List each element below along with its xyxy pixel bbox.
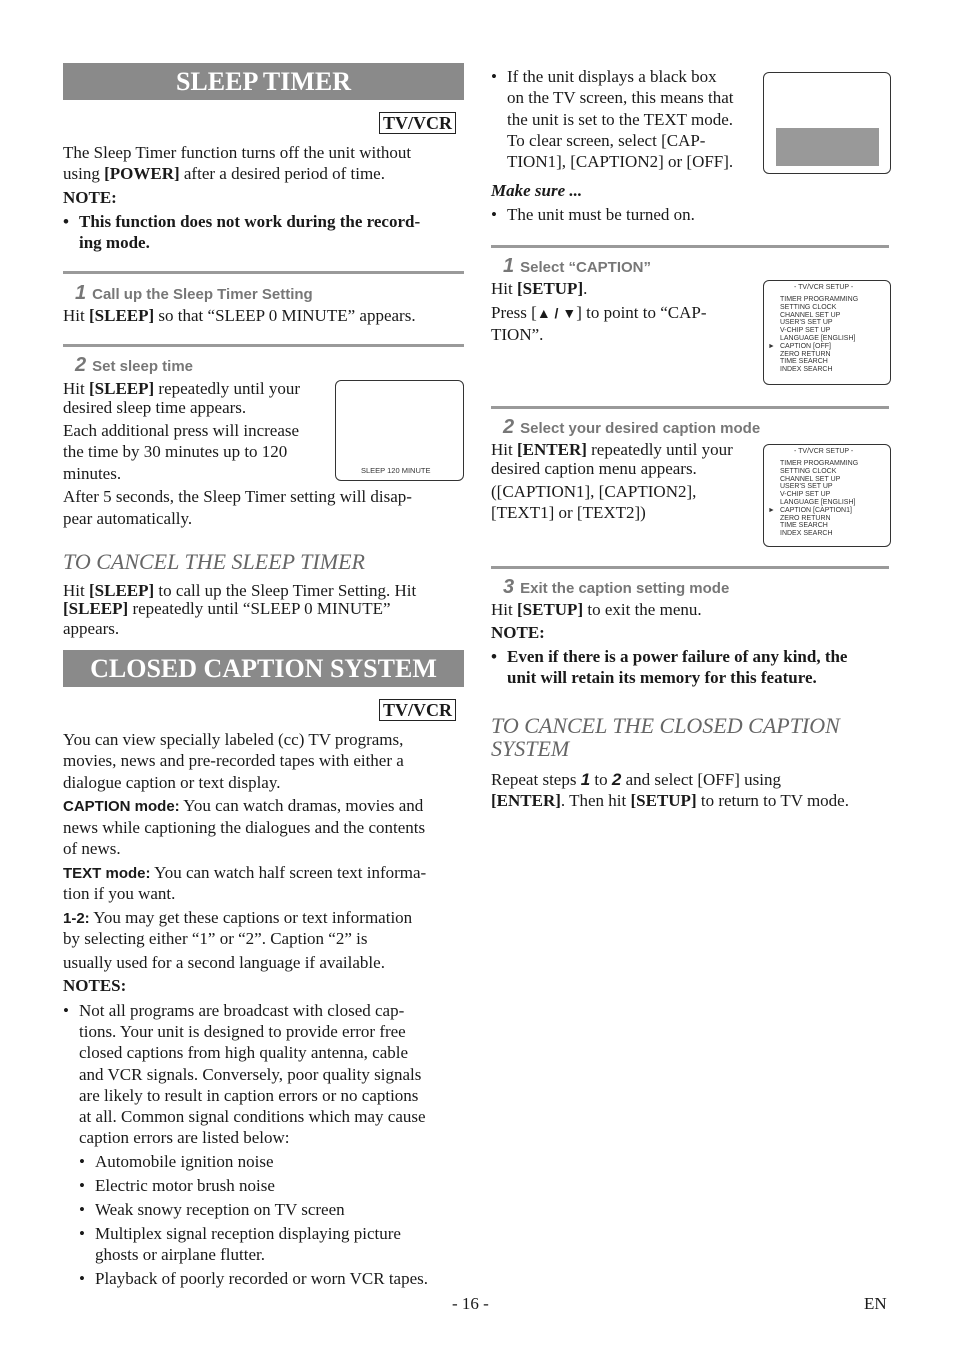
text: and select [OFF] using — [621, 770, 781, 789]
text: Press [ — [491, 303, 537, 322]
sub-bullet: • Playback of poorly recorded or worn VCR tapes. — [95, 1268, 428, 1289]
text: You can watch dramas, movies and — [179, 796, 424, 815]
onetwo-label: 1-2: — [63, 910, 90, 927]
text: to return to TV mode. — [696, 791, 849, 810]
caption-mode-line-1 — [63, 795, 423, 817]
sleep-key: [SLEEP] — [88, 581, 155, 600]
text-mode-line-2: tion if you want. — [63, 884, 176, 903]
text: repeatedly until your — [154, 379, 301, 398]
sleep-intro-1: The Sleep Timer function turns off the unit without — [63, 143, 412, 162]
menu-item: CAPTION [CAPTION1] — [780, 506, 852, 514]
text: using — [63, 164, 105, 183]
step-title: Select “CAPTION” — [520, 259, 651, 276]
sleep-key: [SLEEP] — [88, 306, 155, 325]
menu-item: USER'S SET UP — [780, 319, 833, 327]
menu-item: CHANNEL SET UP — [780, 311, 841, 319]
text-mode-line-1 — [63, 862, 426, 884]
menu-title: - TV/VCR SETUP - — [794, 284, 854, 291]
cc-intro-2: movies, news and pre-recorded tapes with either a — [63, 751, 404, 770]
right-step-2-line-4: [TEXT1] or [TEXT2]) — [491, 503, 646, 522]
text: Hit — [63, 306, 89, 325]
setup-menu-screen-1 — [763, 280, 891, 385]
menu-item: TIMER PROGRAMMING — [780, 460, 859, 467]
black-box-line: the unit is set to the TEXT mode. — [507, 110, 734, 129]
sub-bullet: • Automobile ignition noise — [95, 1151, 274, 1172]
step-title: Select your desired caption mode — [520, 420, 761, 437]
make-sure-item: • The unit must be turned on. — [507, 204, 695, 225]
step-1-heading — [75, 282, 313, 305]
cancel-cc-heading-2: SYSTEM — [491, 736, 570, 761]
notes-line: caption errors are listed below: — [79, 1128, 290, 1147]
menu-item: CAPTION [OFF] — [780, 342, 831, 350]
text: so that “SLEEP 0 MINUTE” appears. — [154, 306, 416, 325]
text: Hit — [491, 440, 517, 459]
right-step-2-heading — [503, 416, 760, 439]
text: to — [590, 770, 612, 789]
power-key: [POWER] — [104, 164, 180, 183]
step-number: 3 — [503, 576, 515, 598]
closed-caption-title: CLOSED CAPTION SYSTEM — [90, 654, 437, 683]
step-number: 1 — [503, 255, 515, 277]
right-step-1-line-3: TION”. — [491, 325, 544, 344]
caption-mode-line-3: of news. — [63, 839, 121, 858]
menu-item: ZERO RETURN — [780, 350, 831, 358]
right-step-2-line-3: ([CAPTION1], [CAPTION2], — [491, 482, 697, 501]
text: Hit — [63, 581, 89, 600]
text: Hit — [491, 600, 517, 619]
black-box-line: on the TV screen, this means that — [507, 88, 734, 107]
sleep-timer-title: SLEEP TIMER — [175, 67, 352, 96]
right-step-2-line-2: desired caption menu appears. — [491, 459, 697, 478]
text: You may get these captions or text information — [89, 908, 413, 927]
enter-key: [ENTER] — [491, 791, 561, 810]
sub-bullet: • Electric motor brush noise — [95, 1175, 275, 1196]
menu-item: USER'S SET UP — [780, 483, 833, 491]
divider — [63, 344, 464, 347]
notes-line: and VCR signals. Conversely, poor quality signals — [79, 1065, 422, 1084]
after-line-2: pear automatically. — [63, 509, 193, 528]
note-line-1: • This function does not work during the record- — [79, 211, 420, 232]
sleep-key: [SLEEP] — [88, 379, 155, 398]
step-2-line-4: the time by 30 minutes up to 120 — [63, 442, 288, 461]
sleep-key: [SLEEP] — [63, 599, 129, 618]
notes-line: tions. Your unit is designed to provide error free — [79, 1022, 406, 1041]
caption-mode-label: CAPTION mode: — [63, 798, 180, 815]
menu-item: ZERO RETURN — [780, 514, 831, 522]
tv-vcr-badge: TV/VCR — [379, 699, 456, 721]
black-box-line: TION1], [CAPTION2] or [OFF]. — [507, 152, 734, 171]
text: to exit the menu. — [583, 600, 702, 619]
cancel-sleep-heading: TO CANCEL THE SLEEP TIMER — [63, 549, 365, 574]
text: . Then hit — [560, 791, 631, 810]
closed-caption-banner — [63, 650, 464, 687]
step-1-text — [63, 305, 416, 326]
menu-item: INDEX SEARCH — [780, 530, 833, 538]
text: . — [583, 279, 588, 298]
right-note-line-2: unit will retain its memory for this feature. — [507, 668, 817, 687]
black-box-line: • If the unit displays a black box — [507, 66, 717, 87]
notes-label: NOTES: — [63, 976, 127, 995]
cc-intro-1: You can view specially labeled (cc) TV programs, — [63, 730, 404, 749]
menu-title: - TV/VCR SETUP - — [794, 448, 854, 455]
menu-item: SETTING CLOCK — [780, 303, 837, 311]
sub-bullet-cont: ghosts or airplane flutter. — [95, 1245, 265, 1264]
enter-key: [ENTER] — [516, 440, 587, 459]
tv-vcr-badge: TV/VCR — [379, 112, 456, 134]
menu-item: LANGUAGE [ENGLISH] — [780, 498, 856, 506]
after-line-1: After 5 seconds, the Sleep Timer setting will disap- — [63, 487, 412, 506]
menu-pointer-icon: ► — [768, 343, 775, 350]
step-title: Set sleep time — [92, 358, 194, 375]
step-number: 2 — [503, 416, 515, 438]
cancel-cc-line-2 — [491, 790, 849, 811]
notes-line: • Not all programs are broadcast with closed cap- — [79, 1000, 404, 1021]
right-step-1-line-2 — [491, 302, 707, 324]
notes-line: at all. Common signal conditions which may cause — [79, 1107, 426, 1126]
caption-mode-line-2: news while captioning the dialogues and the contents — [63, 818, 426, 837]
text: Hit — [491, 279, 517, 298]
menu-item: TIMER PROGRAMMING — [780, 296, 859, 303]
sleep-timer-banner — [63, 63, 464, 100]
sleep-screen-illustration — [335, 380, 464, 481]
step-number: 2 — [75, 354, 87, 376]
setup-key: [SETUP] — [516, 600, 584, 619]
notes-line: closed captions from high quality antenna, cable — [79, 1043, 409, 1062]
right-step-3-heading — [503, 576, 729, 599]
right-step-1-line-1 — [491, 278, 587, 299]
menu-item: TIME SEARCH — [780, 358, 828, 366]
right-step-1-heading — [503, 255, 651, 278]
cancel-sleep-line-3: appears. — [63, 619, 120, 638]
menu-list — [780, 296, 858, 374]
onetwo-line-2: by selecting either “1” or “2”. Caption “2” is — [63, 929, 368, 948]
right-note-label: NOTE: — [491, 623, 545, 642]
notes-line: are likely to result in caption errors or no captions — [79, 1086, 419, 1105]
step-title: Call up the Sleep Timer Setting — [92, 286, 313, 303]
step-2-line-3: Each additional press will increase — [63, 421, 300, 440]
menu-list — [780, 460, 858, 538]
menu-item: V-CHIP SET UP — [780, 491, 831, 499]
menu-item: LANGUAGE [ENGLISH] — [780, 334, 856, 342]
cancel-sleep-line-2 — [63, 598, 391, 619]
cancel-cc-heading-1: TO CANCEL THE CLOSED CAPTION — [491, 713, 840, 738]
step-title: Exit the caption setting mode — [520, 580, 730, 597]
cancel-cc-line-1 — [491, 769, 781, 790]
step-2-line-2: desired sleep time appears. — [63, 398, 247, 417]
black-box-screen — [763, 72, 891, 174]
onetwo-line-1 — [63, 907, 412, 929]
step-ref: 2 — [611, 770, 622, 789]
text: Repeat steps — [491, 770, 581, 789]
divider — [491, 406, 889, 409]
step-number: 1 — [75, 282, 87, 304]
text: repeatedly until your — [586, 440, 733, 459]
text: to call up the Sleep Timer Setting. Hit — [154, 581, 417, 600]
text-mode-box — [776, 128, 879, 166]
note-line-2: ing mode. — [79, 233, 150, 252]
setup-key: [SETUP] — [516, 279, 584, 298]
divider — [491, 245, 889, 248]
menu-pointer-icon: ► — [768, 507, 775, 514]
make-sure-label: Make sure ... — [491, 181, 583, 200]
text: ] to point to “CAP- — [576, 303, 707, 322]
text-mode-label: TEXT mode: — [63, 865, 151, 882]
step-ref: 1 — [580, 770, 591, 789]
divider — [491, 566, 889, 569]
arrow-keys-icon: ▲ / ▼ — [536, 305, 577, 321]
text: after a desired period of time. — [179, 164, 385, 183]
setup-key: [SETUP] — [630, 791, 697, 810]
text: repeatedly until “SLEEP 0 MINUTE” — [128, 599, 391, 618]
step-2-line-5: minutes. — [63, 464, 122, 483]
right-step-2-line-1 — [491, 439, 733, 460]
sleep-intro-2 — [63, 163, 385, 184]
step-2-line-1 — [63, 378, 300, 399]
sub-bullet: • Multiplex signal reception displaying picture — [95, 1223, 401, 1244]
note-label: NOTE: — [63, 188, 117, 207]
page-number: - 16 - — [452, 1294, 489, 1313]
sleep-screen-text: SLEEP 120 MINUTE — [361, 466, 431, 475]
menu-item: SETTING CLOCK — [780, 467, 837, 475]
step-2-heading — [75, 354, 193, 377]
divider — [63, 271, 464, 274]
setup-menu-screen-2 — [763, 444, 891, 547]
cc-intro-3: dialogue caption or text display. — [63, 773, 281, 792]
text: You can watch half screen text informa- — [150, 863, 427, 882]
black-box-line: To clear screen, select [CAP- — [507, 131, 706, 150]
menu-item: V-CHIP SET UP — [780, 327, 831, 335]
onetwo-line-3: usually used for a second language if available. — [63, 953, 385, 972]
language-code: EN — [864, 1294, 887, 1313]
menu-item: TIME SEARCH — [780, 522, 828, 530]
menu-item: CHANNEL SET UP — [780, 475, 841, 483]
menu-item: INDEX SEARCH — [780, 366, 833, 374]
right-step-3-text — [491, 599, 702, 620]
sub-bullet: • Weak snowy reception on TV screen — [95, 1199, 345, 1220]
right-note-line-1: • Even if there is a power failure of any kind, the — [507, 646, 847, 667]
text: Hit — [63, 379, 89, 398]
